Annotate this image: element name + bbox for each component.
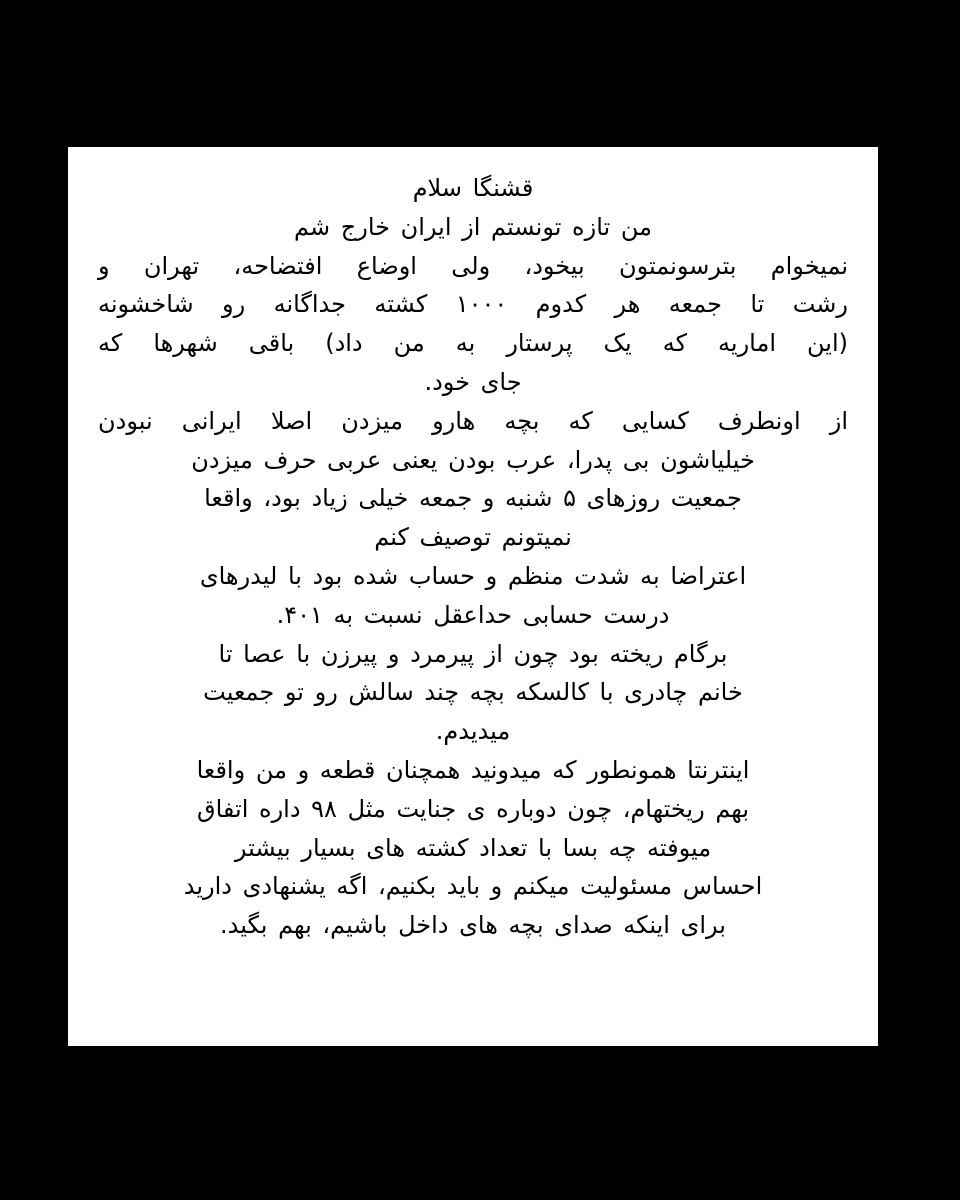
note-line: جای خود. [424, 367, 522, 396]
note-line: خیلیاشون بی پدرا، عرب بودن یعنی عربی حرف میزدن [191, 445, 755, 474]
note-line: (این اماریه که یک پرستار به من داد) باقی شهرها که [98, 329, 848, 358]
note-line: درست حسابی حداعقل نسبت به ۴۰۱. [276, 600, 670, 629]
note-line: اعتراضا به شدت منظم و حساب شده بود با لیدرهای [199, 561, 747, 590]
note-text [98, 169, 848, 945]
note-line: اینترنتا همونطور که میدونید همچنان قطعه و من واقعا [196, 755, 750, 784]
note-line: میدیدم. [435, 717, 511, 746]
note-line: من تازه تونستم از ایران خارج شم [294, 212, 652, 241]
note-line-greeting: قشنگا سلام [412, 174, 534, 202]
note-line: برگام ریخته بود چون از پیرمرد و پیرزن با عصا تا [218, 639, 728, 668]
note-line: جمعیت روزهای ۵ شنبه و جمعه خیلی زیاد بود، واقعا [204, 484, 742, 513]
note-card [68, 147, 878, 1046]
note-line: رشت تا جمعه هر کدوم ۱۰۰۰ کشته جداگانه رو شاخشونه [98, 290, 849, 319]
note-line-closing: برای اینکه صدای بچه های داخل باشیم، بهم بگید. [220, 911, 726, 940]
note-line: احساس مسئولیت میکنم و باید بکنیم، اگه یشنهادی دارید [183, 872, 763, 901]
note-line: میوفته چه بسا با تعداد کشته های بسیار بیشتر [234, 833, 712, 862]
note-line: نمیخوام بترسونمتون بیخود، ولی اوضاع افتضاحه، تهران و [98, 251, 848, 280]
note-line: بهم ریختهام، چون دوباره ی جنایت مثل ۹۸ داره اتفاق [196, 794, 750, 823]
note-line: نمیتونم توصیف کنم [374, 523, 572, 552]
note-line: از اونطرف کسایی که بچه هارو میزدن اصلا ایرانی نبودن [98, 406, 848, 435]
note-line: خانم چادری با کالسکه بچه چند سالش رو تو جمعیت [203, 678, 743, 707]
